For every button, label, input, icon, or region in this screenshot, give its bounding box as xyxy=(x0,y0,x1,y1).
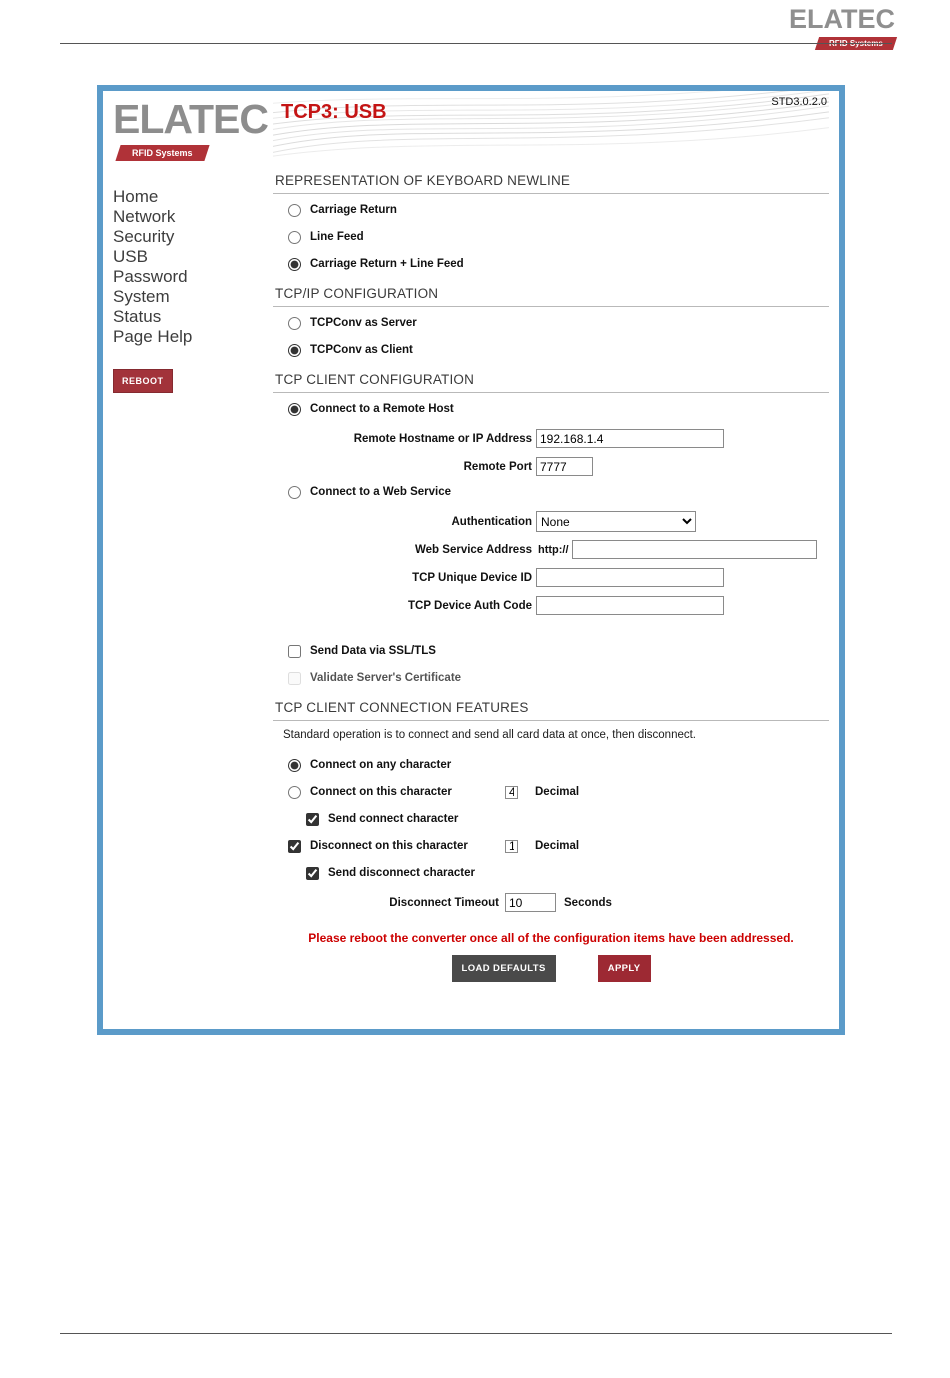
disconnect-timeout-unit: Seconds xyxy=(564,896,612,909)
load-defaults-button[interactable]: LOAD DEFAULTS xyxy=(452,955,556,982)
option-tcpconv-server[interactable] xyxy=(288,315,829,331)
authentication-row xyxy=(273,511,829,532)
sidebar-logo-banner xyxy=(115,145,209,161)
auth-code-row xyxy=(273,595,829,616)
remote-hostname-label: Remote Hostname or IP Address xyxy=(353,432,532,445)
line-feed-label: Line Feed xyxy=(310,231,364,243)
option-connect-this[interactable] xyxy=(288,784,829,800)
web-service-address-row xyxy=(273,539,829,560)
line-feed-radio[interactable] xyxy=(288,231,301,244)
document-brand xyxy=(789,6,895,51)
features-description: Standard operation is to connect and send all card data at once, then disconnect. xyxy=(283,729,697,741)
tcpconv-client-radio[interactable] xyxy=(288,344,301,357)
carriage-return-radio[interactable] xyxy=(288,204,301,217)
brand-tagline-label: RFID Systems xyxy=(829,39,883,48)
device-id-input[interactable] xyxy=(536,568,724,587)
section-title-tcp-client: TCP CLIENT CONFIGURATION xyxy=(273,372,829,393)
remote-host-label: Connect to a Remote Host xyxy=(310,403,454,415)
auth-code-input[interactable] xyxy=(536,596,724,615)
sidebar-item-page-help[interactable]: Page Help xyxy=(113,327,193,346)
sidebar-nav xyxy=(113,187,273,347)
tcpconv-client-label: TCPConv as Client xyxy=(310,344,413,356)
remote-port-label: Remote Port xyxy=(463,460,532,473)
tcpconv-server-label: TCPConv as Server xyxy=(310,317,417,329)
authentication-label: Authentication xyxy=(451,515,532,528)
sidebar-item-network[interactable]: Network xyxy=(113,207,176,226)
action-buttons xyxy=(273,955,829,982)
section-title-newline: REPRESENTATION OF KEYBOARD NEWLINE xyxy=(273,173,829,194)
send-connect-label: Send connect character xyxy=(328,813,459,825)
option-tcpconv-client[interactable] xyxy=(288,342,829,358)
sidebar-item-password[interactable]: Password xyxy=(113,267,188,286)
sidebar-item-system[interactable]: System xyxy=(113,287,170,306)
sidebar-item-home[interactable]: Home xyxy=(113,187,159,206)
sidebar-logo: ELATEC xyxy=(113,96,268,142)
send-disconnect-label: Send disconnect character xyxy=(328,867,475,879)
validate-cert-checkbox[interactable] xyxy=(288,672,301,685)
web-service-radio[interactable] xyxy=(288,486,301,499)
device-id-row xyxy=(273,567,829,588)
connect-this-label: Connect on this character xyxy=(310,786,452,798)
app-window xyxy=(97,85,845,1035)
web-service-address-label: Web Service Address xyxy=(415,543,532,556)
option-carriage-return[interactable] xyxy=(288,202,829,218)
section-title-features: TCP CLIENT CONNECTION FEATURES xyxy=(273,700,829,721)
disconnect-timeout-input[interactable] xyxy=(505,893,556,912)
send-disconnect-checkbox[interactable] xyxy=(306,867,319,880)
option-connect-any[interactable] xyxy=(288,757,829,773)
connect-char-unit: Decimal xyxy=(535,786,580,798)
main-content xyxy=(273,91,839,1029)
validate-cert-label: Validate Server's Certificate xyxy=(310,672,462,684)
spacer xyxy=(273,623,829,643)
option-remote-host[interactable] xyxy=(288,401,829,417)
option-web-service[interactable] xyxy=(288,484,829,500)
firmware-version: STD3.0.2.0 xyxy=(771,96,827,108)
remote-hostname-input[interactable] xyxy=(536,429,724,448)
web-service-label: Connect to a Web Service xyxy=(310,486,452,498)
cr-lf-radio[interactable] xyxy=(288,258,301,271)
remote-port-input[interactable] xyxy=(536,457,593,476)
sidebar-tagline: RFID Systems xyxy=(132,148,193,158)
option-line-feed[interactable] xyxy=(288,229,829,245)
option-cr-lf[interactable] xyxy=(288,256,829,272)
connect-char-input[interactable] xyxy=(505,786,518,799)
reboot-notice: Please reboot the converter once all of the configuration items have been addressed. xyxy=(308,931,794,945)
bottom-divider xyxy=(60,1333,892,1334)
remote-port-row xyxy=(273,456,829,477)
auth-code-label: TCP Device Auth Code xyxy=(408,599,532,612)
option-send-connect[interactable] xyxy=(306,811,829,827)
sidebar-item-status[interactable]: Status xyxy=(113,307,162,326)
sidebar-item-usb[interactable]: USB xyxy=(113,247,148,266)
ssl-checkbox[interactable] xyxy=(288,645,301,658)
ssl-label: Send Data via SSL/TLS xyxy=(310,645,436,657)
remote-host-radio[interactable] xyxy=(288,403,301,416)
device-id-label: TCP Unique Device ID xyxy=(412,571,532,584)
cr-lf-label: Carriage Return + Line Feed xyxy=(310,258,464,270)
sidebar xyxy=(103,91,273,1029)
connect-this-radio[interactable] xyxy=(288,786,301,799)
web-service-address-input[interactable] xyxy=(572,540,817,559)
option-disconnect-this[interactable] xyxy=(288,838,829,854)
sidebar-item-security[interactable]: Security xyxy=(113,227,175,246)
option-validate-cert[interactable] xyxy=(288,670,829,686)
http-prefix: http:// xyxy=(538,543,569,556)
apply-button[interactable]: APPLY xyxy=(598,955,651,982)
authentication-select[interactable] xyxy=(536,511,696,532)
disconnect-timeout-label: Disconnect Timeout xyxy=(389,896,499,909)
page-title: TCP3: USB xyxy=(281,101,387,123)
brand-logo-text: ELATEC xyxy=(789,4,895,34)
page-header xyxy=(273,91,829,159)
disconnect-this-checkbox[interactable] xyxy=(288,840,301,853)
top-divider xyxy=(60,43,892,44)
disconnect-this-label: Disconnect on this character xyxy=(310,840,468,852)
disconnect-char-unit: Decimal xyxy=(535,840,580,852)
option-send-disconnect[interactable] xyxy=(306,865,829,881)
send-connect-checkbox[interactable] xyxy=(306,813,319,826)
carriage-return-label: Carriage Return xyxy=(310,204,397,216)
tcpconv-server-radio[interactable] xyxy=(288,317,301,330)
connect-any-radio[interactable] xyxy=(288,759,301,772)
remote-hostname-row xyxy=(273,428,829,449)
section-title-tcpip: TCP/IP CONFIGURATION xyxy=(273,286,829,307)
disconnect-char-input[interactable] xyxy=(505,840,518,853)
connect-any-label: Connect on any character xyxy=(310,759,452,771)
disconnect-timeout-row xyxy=(273,892,829,913)
reboot-button[interactable]: REBOOT xyxy=(113,369,173,393)
option-ssl[interactable] xyxy=(288,643,829,659)
